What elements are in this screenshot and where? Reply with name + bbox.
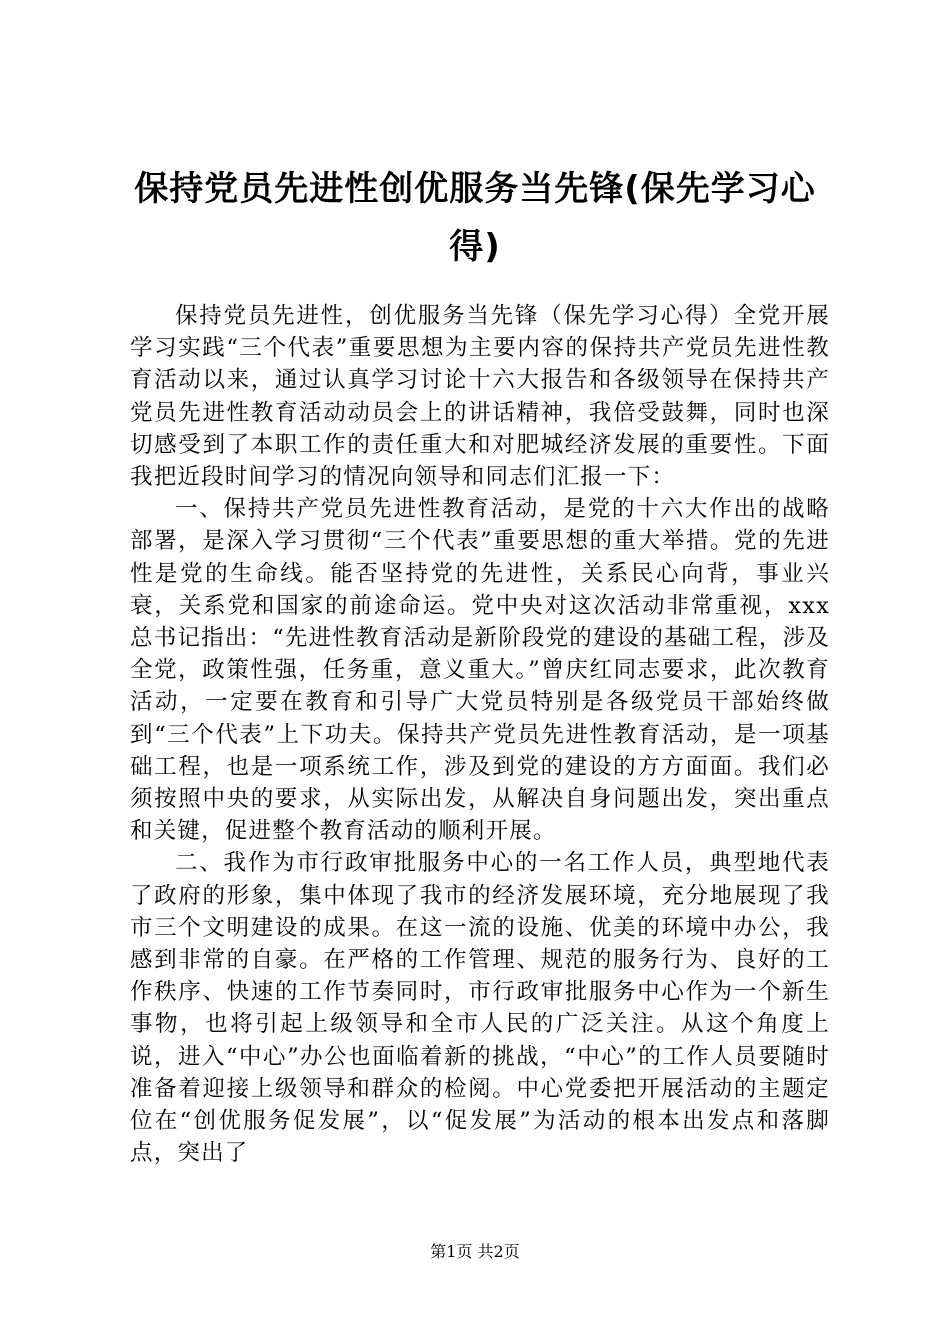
- paragraph-intro: 保持党员先进性，创优服务当先锋（保先学习心得）全党开展学习实践“三个代表”重要思想为主要内容的保持共产党员先进性教育活动以来，通过认真学习讨论十六大报告和各级领导在保持共产党员先进性教育活动动员会上的讲话精神，我倍受鼓舞，同时也深切感受到了本职工作的责任重大和对肥城经济发展的重要性。下面我把近段时间学习的情况向领导和同志们汇报一下：: [130, 303, 830, 491]
- page-number-footer: 第1页 共2页: [430, 1242, 520, 1261]
- paragraph-two: 二、我作为市行政审批服务中心的一名工作人员，典型地代表了政府的形象，集中体现了我市的经济发展环境，充分地展现了我市三个文明建设的成果。在这一流的设施、优美的环境中办公，我感到非常的自豪。在严格的工作管理、规范的服务行为、良好的工作秩序、快速的工作节奏同时，市行政审批服务中心作为一个新生事物，也将引起上级领导和全市人民的广泛关注。从这个角度上说，进入“中心”办公也面临着新的挑战，“中心”的工作人员要随时准备着迎接上级领导和群众的检阅。中心党委把开展活动的主题定位在“创优服务促发展”，以“促发展”为活动的根本出发点和落脚点，突出了: [130, 850, 830, 1167]
- document-title: 保持党员先进性创优服务当先锋(保先学习心得): [134, 169, 816, 267]
- document-body: [130, 300, 830, 1169]
- paragraph-one: 一、保持共产党员先进性教育活动，是党的十六大作出的战略部署，是深入学习贯彻“三个代表”重要思想的重大举措。党的先进性是党的生命线。能否坚持党的先进性，关系民心向背，事业兴衰，关系党和国家的前途命运。党中央对这次活动非常重视，xxx总书记指出：“先进性教育活动是新阶段党的建设的基础工程，涉及全党，政策性强，任务重，意义重大。”曾庆红同志要求，此次教育活动，一定要在教育和引导广大党员特别是各级党员干部始终做到“三个代表”上下功夫。保持共产党员先进性教育活动，是一项基础工程，也是一项系统工作，涉及到党的建设的方方面面。我们必须按照中央的要求，从实际出发，从解决自身问题出发，突出重点和关键，促进整个教育活动的顺利开展。: [130, 496, 831, 845]
